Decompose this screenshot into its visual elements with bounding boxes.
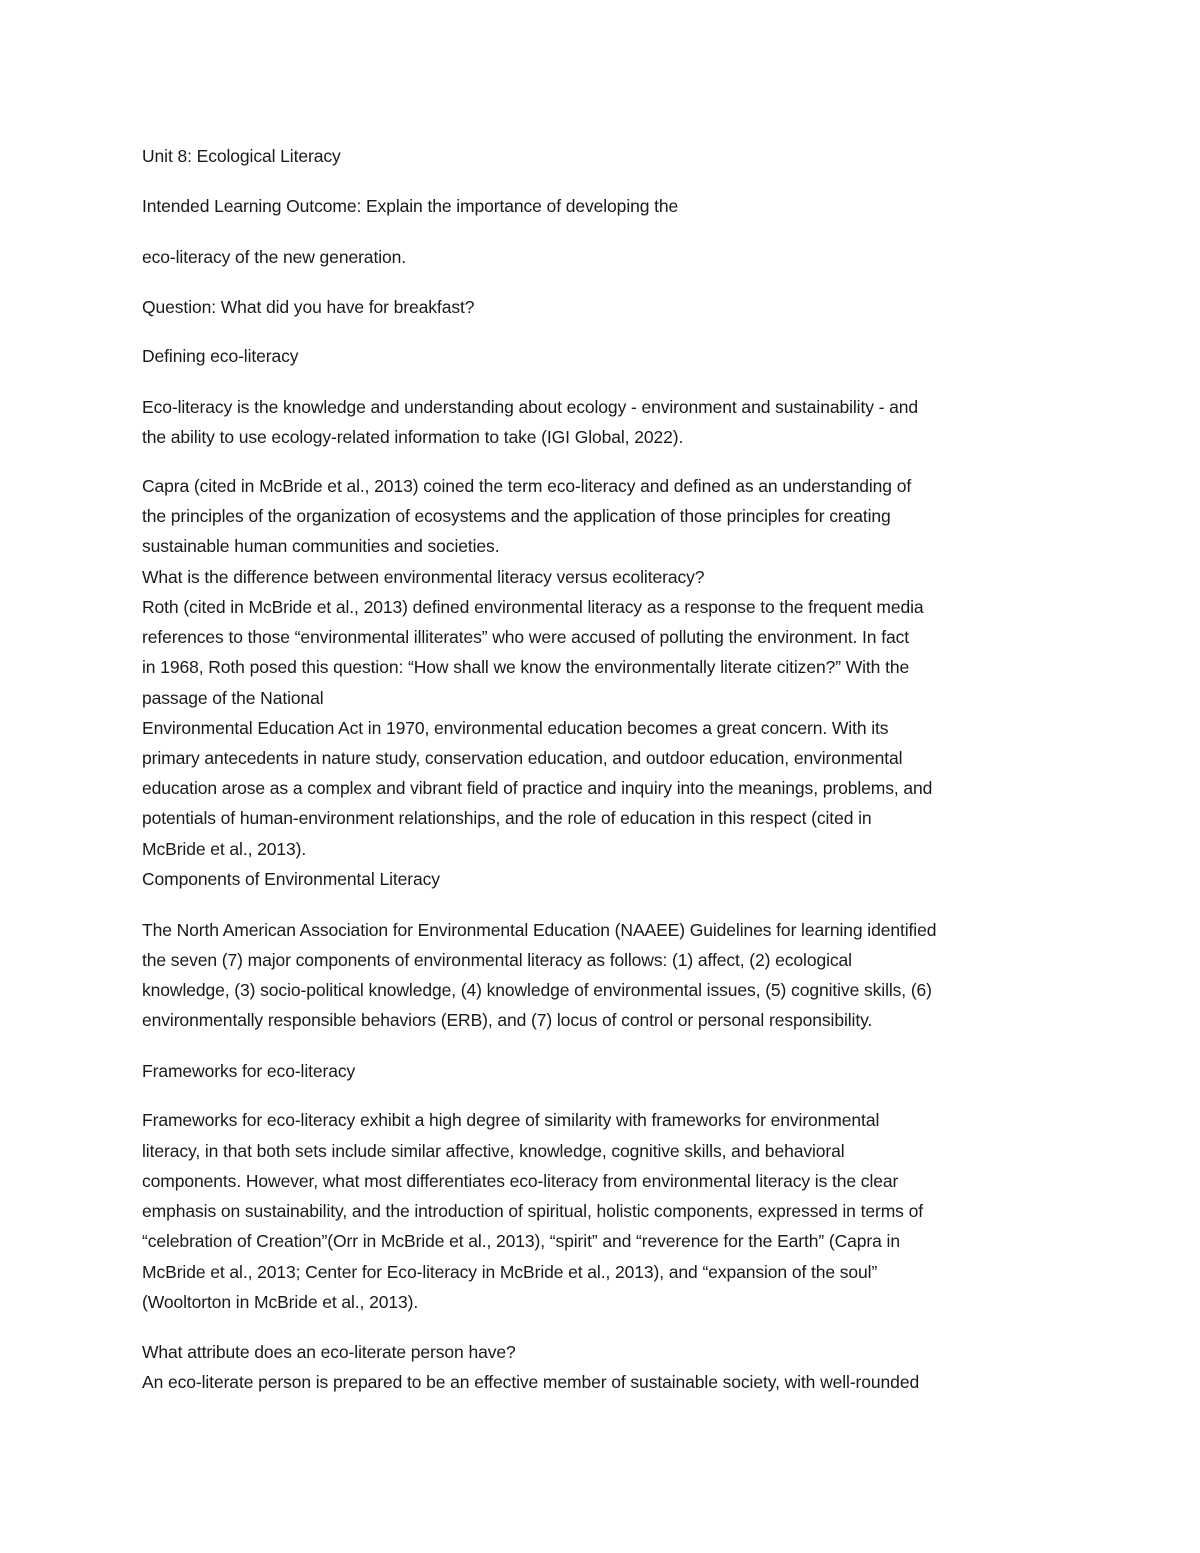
paragraph-line: Roth (cited in McBride et al., 2013) defined environmental literacy as a response to the frequent media <box>142 597 924 617</box>
section-heading: Components of Environmental Literacy <box>142 869 440 889</box>
paragraph-line: potentials of human-environment relationships, and the role of education in this respect (cited in <box>142 808 872 828</box>
question-line: Question: What did you have for breakfast? <box>142 297 475 317</box>
question-line: What is the difference between environmental literacy versus ecoliteracy? <box>142 567 705 587</box>
paragraph-line: sustainable human communities and societies. <box>142 536 500 556</box>
question-line: What attribute does an eco-literate person have? <box>142 1342 516 1362</box>
paragraph-line: An eco-literate person is prepared to be an effective member of sustainable society, with well-rounded <box>142 1372 920 1392</box>
paragraph-line: (Wooltorton in McBride et al., 2013). <box>142 1292 419 1312</box>
paragraph-line: primary antecedents in nature study, conservation education, and outdoor education, environmental <box>142 748 903 768</box>
section-heading: Defining eco-literacy <box>142 346 299 366</box>
unit-title: Unit 8: Ecological Literacy <box>142 146 341 166</box>
paragraph-line: literacy, in that both sets include similar affective, knowledge, cognitive skills, and behavioral <box>142 1141 845 1161</box>
learning-outcome-line: eco-literacy of the new generation. <box>142 247 407 267</box>
paragraph-line: education arose as a complex and vibrant field of practice and inquiry into the meanings, problems, and <box>142 778 933 798</box>
paragraph-line: The North American Association for Environmental Education (NAAEE) Guidelines for learning identified <box>142 920 937 940</box>
learning-outcome-line: Intended Learning Outcome: Explain the importance of developing the <box>142 196 679 216</box>
section-heading: Frameworks for eco-literacy <box>142 1061 356 1081</box>
paragraph-line: the ability to use ecology-related information to take (IGI Global, 2022). <box>142 427 684 447</box>
paragraph-line: Environmental Education Act in 1970, environmental education becomes a great concern. With its <box>142 718 889 738</box>
paragraph-line: passage of the National <box>142 688 324 708</box>
paragraph-line: components. However, what most differentiates eco-literacy from environmental literacy is the clear <box>142 1171 899 1191</box>
paragraph-line: emphasis on sustainability, and the introduction of spiritual, holistic components, expressed in terms of <box>142 1201 923 1221</box>
paragraph-line: the principles of the organization of ecosystems and the application of those principles for creating <box>142 506 891 526</box>
paragraph-line: environmentally responsible behaviors (ERB), and (7) locus of control or personal responsibility. <box>142 1010 873 1030</box>
paragraph-line: the seven (7) major components of environmental literacy as follows: (1) affect, (2) ecological <box>142 950 852 970</box>
paragraph-line: Capra (cited in McBride et al., 2013) coined the term eco-literacy and defined as an understanding of <box>142 476 912 496</box>
paragraph-line: “celebration of Creation”(Orr in McBride et al., 2013), “spirit” and “reverence for the Earth” (Capra in <box>142 1231 900 1251</box>
paragraph-line: Frameworks for eco-literacy exhibit a high degree of similarity with frameworks for environmental <box>142 1110 880 1130</box>
paragraph-line: McBride et al., 2013). <box>142 839 307 859</box>
paragraph-line: references to those “environmental illiterates” who were accused of polluting the environment. In fact <box>142 627 910 647</box>
paragraph-line: McBride et al., 2013; Center for Eco-literacy in McBride et al., 2013), and “expansion of the soul” <box>142 1262 878 1282</box>
paragraph-line: in 1968, Roth posed this question: “How shall we know the environmentally literate citizen?” With the <box>142 657 910 677</box>
paragraph-line: knowledge, (3) socio-political knowledge, (4) knowledge of environmental issues, (5) cognitive skills, (6) <box>142 980 932 1000</box>
paragraph-line: Eco-literacy is the knowledge and understanding about ecology - environment and sustainability - and <box>142 397 919 417</box>
